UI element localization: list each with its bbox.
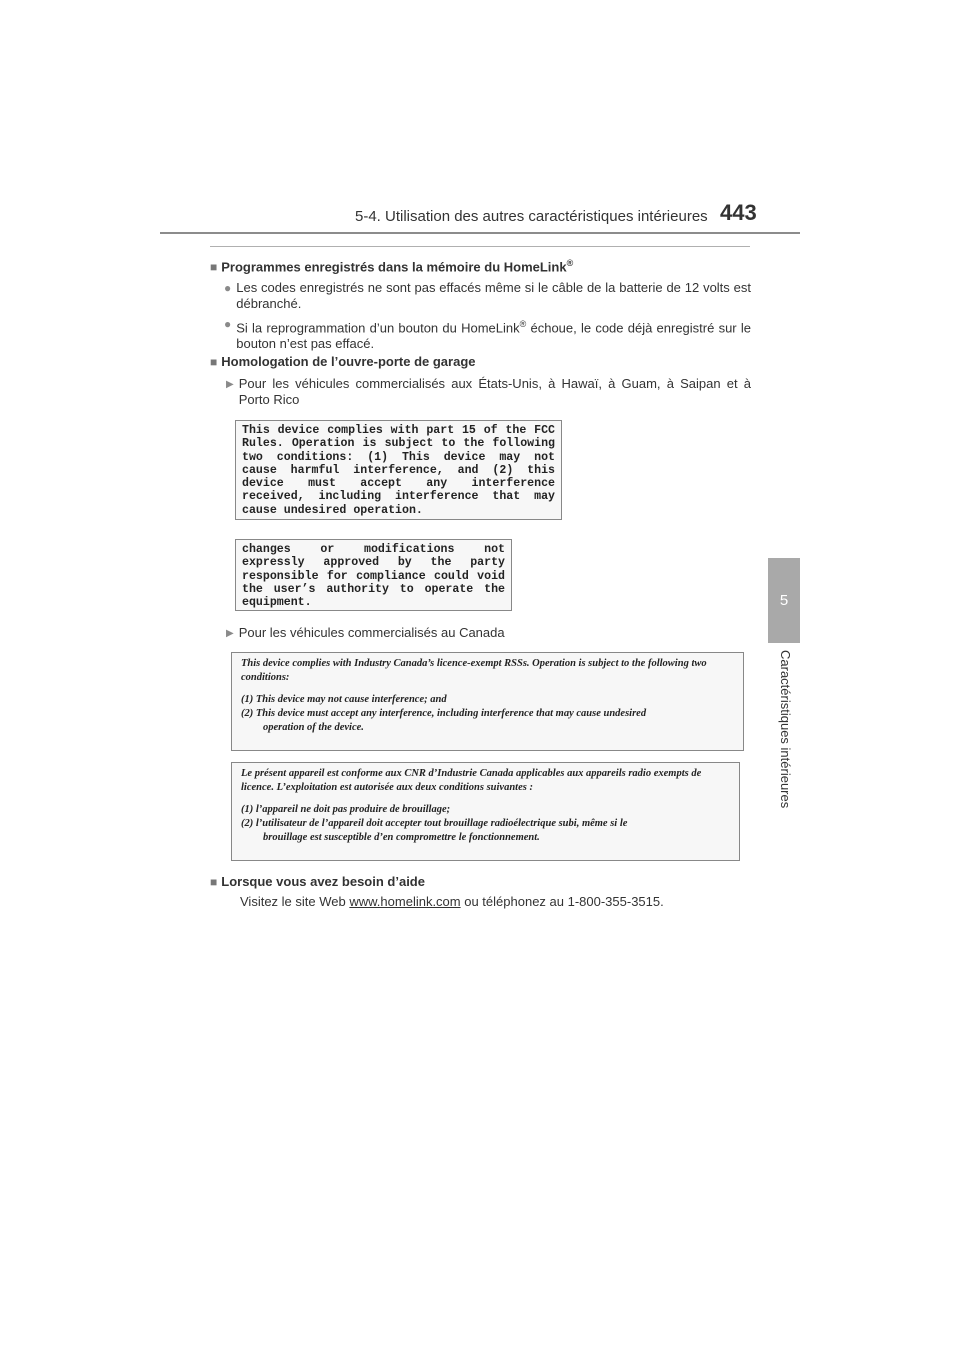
bullet-text: Si la reprogrammation d’un bouton du HomeLink® échoue, le code déjà enregistré sur le bouton n’est pas effacé. [236,319,751,352]
list-item [224,316,751,352]
circle-bullet-icon: ● [224,281,232,295]
content-divider [210,246,750,247]
subheading-us-text: Pour les véhicules commercialisés aux États-Unis, à Hawaï, à Guam, à Saipan et à Porto Rico [238,376,751,407]
square-bullet-icon: ■ [210,355,218,369]
square-bullet-icon: ■ [210,260,218,275]
header-divider [160,232,800,234]
square-bullet-icon: ■ [210,875,218,889]
chapter-title: 5-4. Utilisation des autres caractéristiques intérieures [355,208,708,225]
help-text: Visitez le site Web www.homelink.com ou téléphonez au 1-800-355-3515. [240,894,664,909]
section-memory-title: Programmes enregistrés dans la mémoire du HomeLink® [221,258,574,275]
section-approval-heading [210,354,476,369]
section-help-heading [210,874,425,889]
fcc-notice-box: This device complies with part 15 of the FCC Rules. Operation is subject to the following two conditions: (1) This device may not cause harmful interference, and (2) this device must accept any interference received, including interference that may cause undesired operation. [235,420,562,520]
ic-notice-french [231,762,740,861]
chapter-tab-label: Caractéristiques intérieures [778,650,793,809]
ic-en-condition-1: (1) This device may not cause interference; and [241,694,447,705]
page-number: 443 [720,200,757,225]
subheading-canada [226,625,751,642]
subheading-us [226,376,751,408]
chapter-tab[interactable] [768,558,800,643]
triangle-arrow-icon: ▶ [226,379,234,390]
ic-en-condition-2: (2) This device must accept any interference, including interference that may cause undesired [241,708,647,719]
homelink-link[interactable]: www.homelink.com [349,894,461,909]
subheading-canada-text: Pour les véhicules commercialisés au Canada [238,625,505,640]
section-memory-heading [210,258,573,274]
ic-en-condition-2-cont: operation of the device. [263,722,364,733]
ic-notice-english [231,652,744,751]
ic-fr-condition-1: (1) l’appareil ne doit pas produire de brouillage; [241,804,451,815]
section-approval-title: Homologation de l’ouvre-porte de garage [221,354,476,369]
ic-fr-condition-2: (2) l’utilisateur de l’appareil doit accepter tout brouillage radioélectrique subi, même si le [241,818,628,829]
triangle-arrow-icon: ▶ [226,628,234,639]
bullet-text: Les codes enregistrés ne sont pas effacés même si le câble de la batterie de 12 volts est débranché. [236,280,751,311]
ic-en-intro: This device complies with Industry Canada’s licence-exempt RSSs. Operation is subject to the following two conditions: [241,658,707,683]
ic-fr-intro: Le présent appareil est conforme aux CNR d’Industrie Canada applicables aux appareils radio exempts de licence. L’exploitation est autorisée aux deux conditions suivantes : [241,768,702,793]
list-item [224,280,751,312]
ic-fr-condition-2-cont: brouillage est susceptible d’en compromettre le fonctionnement. [263,832,540,843]
chapter-tab-number: 5 [779,592,789,609]
circle-bullet-icon: ● [224,317,232,331]
fcc-changes-box: changes or modifications not expressly approved by the party responsible for compliance could void the user’s authority to operate the equipment. [235,539,512,611]
section-help-title: Lorsque vous avez besoin d’aide [221,874,425,889]
